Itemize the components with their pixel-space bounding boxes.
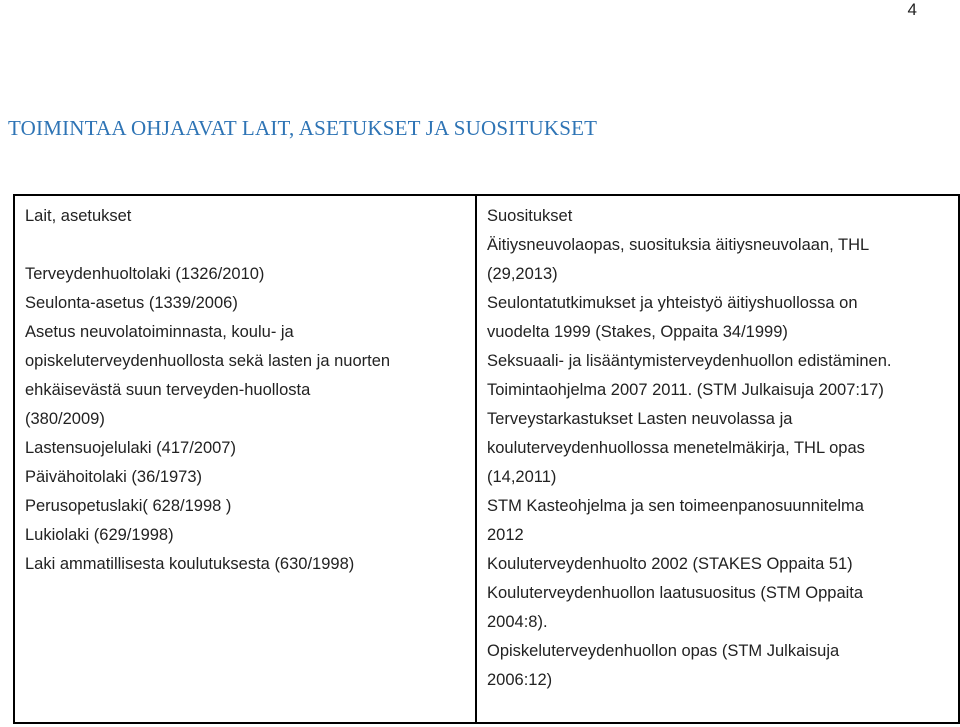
recommendation-item: (29,2013) [487,265,558,283]
laws-column [14,195,476,723]
recommendation-item: kouluterveydenhuollossa menetelmäkirja, THL opas [487,439,865,457]
table-row [14,195,959,723]
laws-recommendations-table [13,194,960,724]
recommendation-item: (14,2011) [487,468,557,486]
law-item: Terveydenhuoltolaki (1326/2010) [25,265,265,283]
law-item: ehkäisevästä suun terveyden-huollosta [25,381,311,399]
recommendation-item: STM Kasteohjelma ja sen toimeenpanosuunnitelma [487,497,864,515]
recommendation-item: Toimintaohjelma 2007 2011. (STM Julkaisuja 2007:17) [487,381,884,399]
spacer [25,231,475,260]
recommendation-item: Seksuaali- ja lisääntymisterveydenhuollon edistäminen. [487,352,892,370]
law-item: (380/2009) [25,410,105,428]
recommendation-item: Seulontatutkimukset ja yhteistyö äitiyshuollossa on [487,294,858,312]
recommendation-item: 2004:8). [487,613,548,631]
recommendation-item: 2006:12) [487,671,553,689]
recommendation-item: Opiskeluterveydenhuollon opas (STM Julkaisuja [487,642,840,660]
law-item: Seulonta-asetus (1339/2006) [25,294,238,312]
law-item: Laki ammatillisesta koulutuksesta (630/1998) [25,555,355,573]
law-item: Lukiolaki (629/1998) [25,526,174,544]
recommendation-item: Äitiysneuvolaopas, suosituksia äitiysneuvolaan, THL [487,236,870,254]
recommendations-column-header: Suositukset [487,207,573,225]
law-item: Perusopetuslaki( 628/1998 ) [25,497,232,515]
recommendation-item: vuodelta 1999 (Stakes, Oppaita 34/1999) [487,323,788,341]
recommendation-item: Terveystarkastukset Lasten neuvolassa ja [487,410,793,428]
recommendations-column [476,195,959,723]
recommendation-item: Kouluterveydenhuolto 2002 (STAKES Oppaita 51) [487,555,853,573]
law-item: Päivähoitolaki (36/1973) [25,468,203,486]
law-item: opiskeluterveydenhuollosta sekä lasten ja nuorten [25,352,391,370]
recommendation-item: 2012 [487,526,524,544]
laws-column-header: Lait, asetukset [25,207,132,225]
law-item: Lastensuojelulaki (417/2007) [25,439,236,457]
law-item: Asetus neuvolatoiminnasta, koulu- ja [25,323,294,341]
page-title: TOIMINTAA OHJAAVAT LAIT, ASETUKSET JA SUOSITUKSET [8,116,598,140]
recommendation-item: Kouluterveydenhuollon laatusuositus (STM Oppaita [487,584,864,602]
page-number: 4 [907,0,917,19]
